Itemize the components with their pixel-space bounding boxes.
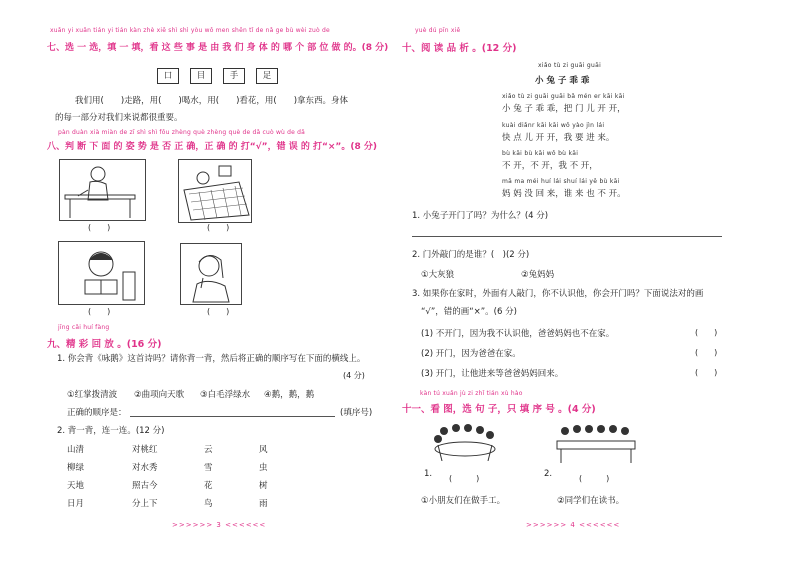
pic1-label: 1. [424,469,433,479]
match-word-a-4[interactable]: 鸟 [204,499,213,509]
match-right-3[interactable]: 照古今 [132,481,158,491]
poem-text-1: 小 兔 子 乖 乖，把 门 儿 开 开， [502,104,626,114]
poem-line-3: ③白毛浮绿水 [200,390,251,400]
match-right-2[interactable]: 对水秀 [132,463,158,473]
match-word-b-4[interactable]: 雨 [259,499,268,509]
s10-q2: 2. 门外敲门的是谁？( )(2 分) [412,250,530,260]
match-word-a-2[interactable]: 雪 [204,463,213,473]
q3-blank-3[interactable]: ( ) [695,368,718,377]
picture-boy-writing [59,159,146,221]
q3-item-3: (3) 开门，让他进来等爸爸妈妈回来。 [421,369,564,379]
bed-reading-illustration [179,160,251,222]
q3-blank-2[interactable]: ( ) [695,348,718,357]
option-box-mouth: 口 [157,68,179,84]
handcraft-illustration [430,419,500,461]
s8-pinyin: pàn duàn xià miàn de zī shì shì fǒu zhèng què zhèng què de dǎ cuò wù de dǎ [58,129,306,136]
s10-q3-line1: 3. 如果你在家时，外面有人敲门，你不认识他，你会开门吗？下面说法对的画 [412,289,704,299]
poem-text-3: 不 开，不 开，我 不 开， [502,161,598,171]
q2-option-1[interactable]: ①大灰狼 [421,270,455,280]
match-word-a-1[interactable]: 云 [204,445,213,455]
s7-pinyin: xuǎn yi xuǎn tián yi tián kàn zhè xiē shì shì yòu wǒ men shēn tǐ de nǎ ge bù wèi zuò de [50,27,330,34]
s7-title: 七、选 一 选，填 一 填，看 这 些 事 是 由 我 们 身 体 的 哪 个 部 位 做 的。(8 分) [47,43,389,53]
students-reading-illustration [553,419,638,463]
answer-blank-3[interactable]: ( ) [88,307,111,316]
q1-answer-line[interactable] [412,236,722,237]
poem-line-4: ④鹅，鹅，鹅 [264,390,315,400]
option-box-hand: 手 [223,68,245,84]
poem-title: 小 兔 子 乖 乖 [535,76,590,86]
answer-blank-4[interactable]: ( ) [207,307,230,316]
match-word-b-1[interactable]: 风 [259,445,268,455]
order-label: 正确的顺序是： [67,408,127,418]
pic2-blank[interactable]: ( ) [579,474,610,483]
s9-q1-score: (4 分) [343,371,365,380]
s8-title: 八、判 断 下 面 的 姿 势 是 否 正 确，正 确 的 打“√”，错 误 的 打“×”。(8 分) [47,142,377,152]
s10-q3-line2: “√”，错的画“×”。(6 分) [421,307,517,317]
s7-line1: 我们用( )走路，用( )喝水，用( )看花，用( )拿东西。身体 [75,96,349,106]
s11-pinyin: kàn tú xuǎn jù zi zhǐ tián xù hào [420,390,523,397]
s10-q1: 1. 小兔子开门了吗？为什么？(4 分) [412,211,549,221]
s9-title: 九、精 彩 回 放 。(16 分) [47,339,162,350]
boy-writing-illustration [60,160,145,220]
match-left-3[interactable]: 天地 [67,481,85,491]
order-hint: (填序号) [340,408,373,418]
pic2-label: 2. [544,469,553,479]
answer-blank-2[interactable]: ( ) [207,223,230,232]
option-box-eye: 目 [190,68,212,84]
page-number-right: >>>>>> 4 <<<<<< [526,521,621,529]
s7-line2: 的每一部分对我们来说都很重要。 [55,113,183,123]
girl-thinking-illustration [181,244,241,304]
s9-pinyin: jīng cǎi huí fàng [58,324,110,331]
poem-pinyin-2: kuài diǎnr kāi kāi wǒ yào jìn lái [502,122,605,129]
poem-pinyin-3: bù kāi bù kāi wǒ bù kāi [502,150,579,157]
poem-pinyin-1: xiǎo tù zi guāi guāi bǎ mén er kāi kāi [502,93,625,100]
q2-option-2[interactable]: ②兔妈妈 [521,270,555,280]
s11-option-2: ②同学们在读书。 [557,496,625,506]
s11-option-1: ①小朋友们在做手工。 [421,496,506,506]
match-left-1[interactable]: 山清 [67,445,85,455]
match-left-2[interactable]: 柳绿 [67,463,85,473]
q3-item-1: (1) 不开门，因为我不认识他，爸爸妈妈也不在家。 [421,329,615,339]
picture-children-handcraft [430,419,500,461]
poem-text-2: 快 点 儿 开 开，我 要 进 来。 [502,133,615,143]
picture-boy-reading [58,241,145,305]
page-number-left: >>>>>> 3 <<<<<< [172,521,267,529]
boy-reading-illustration [59,242,144,304]
picture-girl-chin [180,243,242,305]
picture-reading-in-bed [178,159,252,223]
poem-pinyin-4: mā ma méi huí lái shuí lái yě bù kāi [502,178,620,185]
s11-title: 十一、看 图，选 句 子，只 填 序 号 。(4 分) [402,404,596,415]
match-word-b-3[interactable]: 树 [259,481,268,491]
poem-text-4: 妈 妈 没 回 来，谁 来 也 不 开。 [502,189,626,199]
match-right-4[interactable]: 分上下 [132,499,158,509]
match-left-4[interactable]: 日月 [67,499,85,509]
q3-blank-1[interactable]: ( ) [695,328,718,337]
s9-q1: 1. 你会背《咏鹅》这首诗吗？请你背一背，然后将正确的顺序写在下面的横线上。 [57,354,366,364]
match-right-1[interactable]: 对桃红 [132,445,158,455]
answer-blank-1[interactable]: ( ) [88,223,111,232]
poem-line-1: ①红掌拨清波 [67,390,118,400]
s9-q2: 2. 背一背，连一连。(12 分) [57,426,165,436]
poem-title-pinyin: xiǎo tù zi guāi guāi [538,62,602,69]
s10-pinyin: yuè dú pīn xiě [415,27,461,34]
picture-students-reading [553,419,638,463]
match-word-a-3[interactable]: 花 [204,481,213,491]
option-box-foot: 足 [256,68,278,84]
order-answer-line[interactable] [130,416,335,417]
match-word-b-2[interactable]: 虫 [259,463,268,473]
pic1-blank[interactable]: ( ) [449,474,480,483]
q3-item-2: (2) 开门，因为爸爸在家。 [421,349,521,359]
s10-title: 十、阅 读 品 析 。(12 分) [402,43,517,54]
poem-line-2: ②曲项向天歌 [134,390,185,400]
